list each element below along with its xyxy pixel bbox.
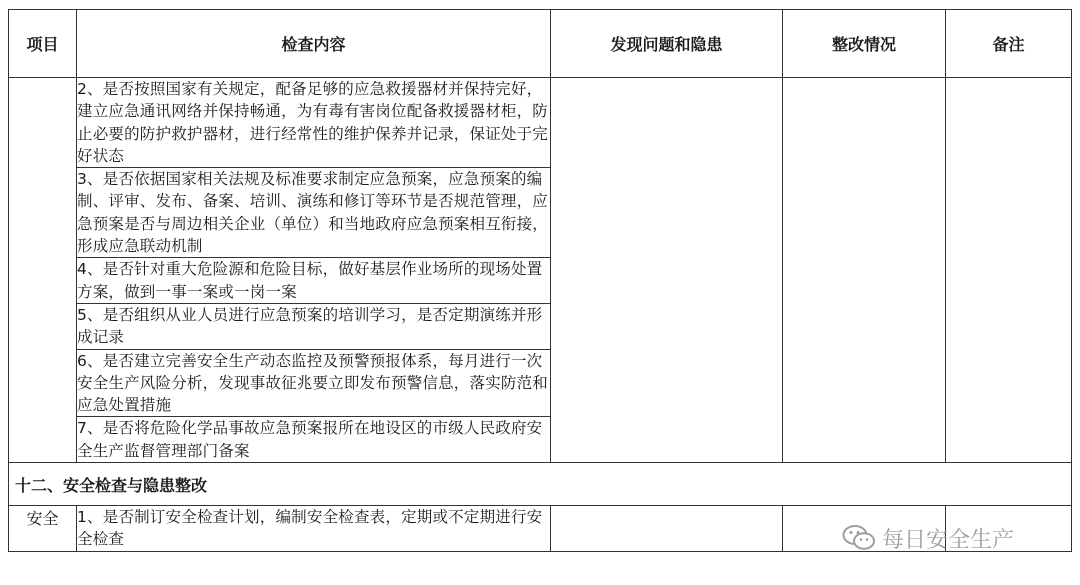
check-content-cell: 3、是否依据国家相关法规及标准要求制定应急预案，应急预案的编制、评审、发布、备案、培训、演练和修订等环节是否规范管理，应急预案是否与周边相关企业（单位）和当地政府应急预案相互衔接，形成应急联动机制 [77,168,551,258]
header-issues-found: 发现问题和隐患 [551,10,783,78]
remarks-cell [946,78,1072,463]
rectification-cell [783,78,946,463]
header-check-content: 检查内容 [77,10,551,78]
check-content-cell: 7、是否将危险化学品事故应急预案报所在地设区的市级人民政府安全生产监督管理部门备案 [77,417,551,463]
section-row [9,463,1072,506]
issues-cell [551,78,783,463]
check-content-cell: 2、是否按照国家有关规定，配备足够的应急救援器材并保持完好，建立应急通讯网络并保持畅通，为有毒有害岗位配备救援器材柜，防止必要的防护救护器材，进行经常性的维护保养并记录，保证处于完好状态 [77,78,551,168]
section-title: 十二、安全检查与隐患整改 [9,463,1072,506]
check-content-cell: 4、是否针对重大危险源和危险目标，做好基层作业场所的现场处置方案，做到一事一案或一岗一案 [77,258,551,304]
watermark [842,522,1014,554]
inspection-table [8,9,1072,552]
project-cell [9,78,77,463]
header-project: 项目 [9,10,77,78]
table-header-row [9,10,1072,78]
wechat-icon [842,524,876,552]
watermark-text: 每日安全生产 [882,527,1015,553]
header-remarks: 备注 [946,10,1072,78]
check-content-cell: 1、是否制订安全检查计划，编制安全检查表，定期或不定期进行安全检查 [77,506,551,552]
table-row [9,78,1072,168]
check-content-cell: 5、是否组织从业人员进行应急预案的培训学习，是否定期演练并形成记录 [77,303,551,349]
header-rectification: 整改情况 [783,10,946,78]
check-content-cell: 6、是否建立完善安全生产动态监控及预警预报体系，每月进行一次安全生产风险分析，发现事故征兆要立即发布预警信息，落实防范和应急处置措施 [77,349,551,417]
issues-cell [551,506,783,552]
project-cell: 安全 [9,506,77,552]
